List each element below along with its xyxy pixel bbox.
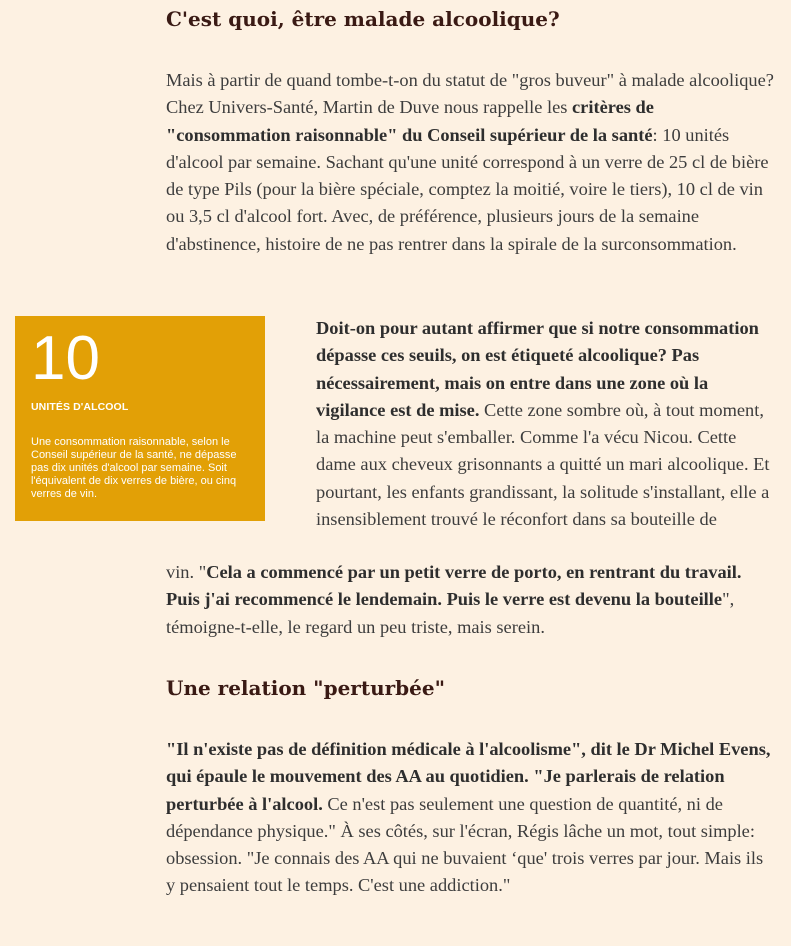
section-heading-malade: C'est quoi, être malade alcoolique? [166, 7, 560, 31]
paragraph-definition [166, 736, 776, 900]
paragraph-text: : 10 unités d'alcool par semaine. Sachant qu'une unité correspond à un verre de 25 cl de bière de type Pils (pour la bière spéciale, comptez la moitié, voire le tiers), 10 cl de vin ou 3,5 cl d'alcool fort. Avec, de préférence, plusieurs jours de la semaine d'abstinence, histoire de ne pas rentrer dans la spirale de la surconsommation. [166, 124, 769, 254]
section-heading-relation: Une relation "perturbée" [166, 676, 446, 700]
quote-bold-text: "Il n'existe pas de définition médicale à l'alcoolisme", dit le Dr Michel Evens, qui épaule le mouvement des AA au quotidien. "Je parlerais de relation perturbée à l'alcool. [166, 739, 771, 814]
stat-box [15, 316, 265, 521]
paragraph-text: vin. " [166, 562, 207, 582]
paragraph-text: Cette zone sombre où, à tout moment, la machine peut s'emballer. Comme l'a vécu Nicou. Cette dame aux cheveux grisonnants a quitté un mari alcoolique. Et pourtant, les enfants grandissant, la solitude s'installant, elle a insensiblement trouvé le réconfort dans sa bouteille de [316, 399, 770, 530]
paragraph-temoignage [166, 559, 778, 641]
paragraph-bold-text: critères de "consommation raisonnable" du Conseil supérieur de la santé [166, 97, 654, 145]
stat-number: 10 [31, 324, 100, 393]
quote-bold-text: Cela a commencé par un petit verre de porto, en rentrant du travail. Puis j'ai recommencé le lendemain. Puis le verre est devenu la bouteille [166, 562, 742, 610]
paragraph-text: Ce n'est pas seulement une question de quantité, ni de dépendance physique." À ses côtés, sur l'écran, Régis lâche un mot, tout simple: obsession. "Je connais des AA qui ne buvaient ‘que' trois verres par jour. Mais ils y pensaient tout le temps. C'est une addiction." [166, 793, 764, 896]
paragraph-text: Mais à partir de quand tombe-t-on du statut de "gros buveur" à malade alcoolique? Chez Univers-Santé, Martin de Duve nous rappelle les [166, 70, 774, 118]
stat-description: Une consommation raisonnable, selon le Conseil supérieur de la santé, ne dépasse pas dix unités d'alcool par semaine. Soit l'équivalent de dix verres de bière, ou cinq verres de vin. [31, 436, 237, 500]
stat-unit-label: UNITÉS D'ALCOOL [31, 401, 129, 413]
paragraph-text: ", témoigne-t-elle, le regard un peu triste, mais serein. [166, 589, 735, 637]
paragraph-bold-text: Doit-on pour autant affirmer que si notre consommation dépasse ces seuils, on est étiqueté alcoolique? Pas nécessairement, mais on entre dans une zone où la vigilance est de mise. [316, 318, 759, 420]
paragraph-criteres [166, 67, 776, 258]
paragraph-vigilance [316, 315, 778, 533]
